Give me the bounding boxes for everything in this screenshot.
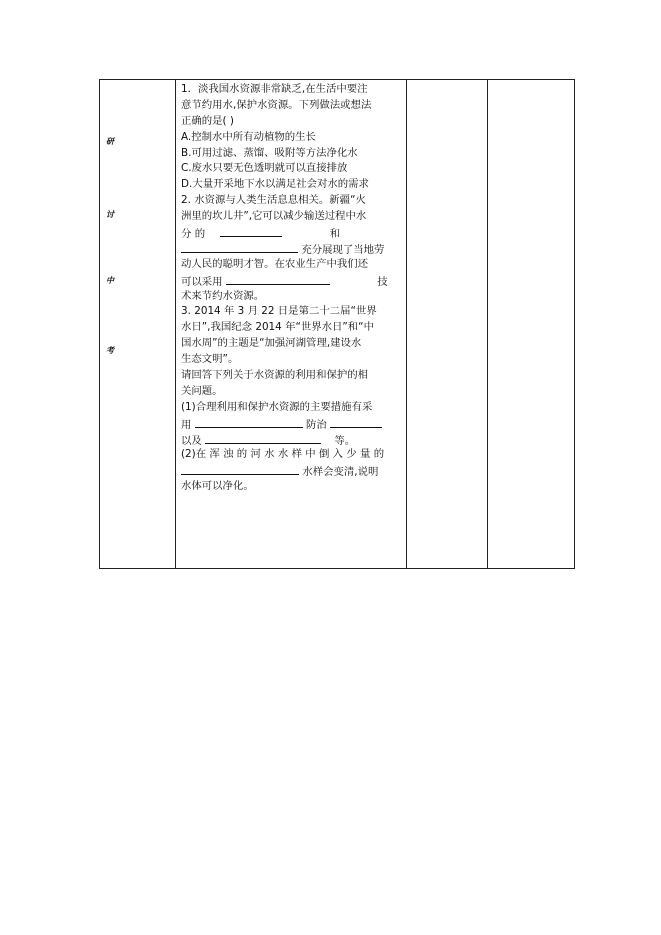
question-text: 意节约用水,保护水资源。下列做法或想法 [181, 98, 372, 111]
question-text [181, 416, 406, 432]
questions-cell [176, 80, 407, 569]
section-label-cell [100, 80, 176, 569]
question-text: 1．淡我国水资源非常缺乏,在生活中要注 [181, 83, 368, 95]
side-label-char: 讨 [106, 210, 114, 219]
question-text [181, 463, 406, 479]
answer-blank[interactable] [220, 225, 282, 237]
question-text [181, 241, 406, 257]
question-3 [181, 304, 406, 495]
option-c: C.废水只要无色透明就可以直接排放 [181, 162, 348, 175]
answer-blank[interactable] [205, 432, 321, 444]
answer-blank[interactable] [195, 416, 303, 428]
question-text: 动人民的聪明才智。在农业生产中我们还 [181, 257, 369, 270]
question-text: (1)合理利用和保护水资源的主要措施有采 [181, 400, 373, 413]
answer-blank[interactable] [226, 273, 330, 285]
notes-cell[interactable] [488, 80, 575, 569]
question-text: 正确的是( ) [181, 114, 234, 127]
table-row [100, 80, 575, 569]
question-text: 2. 水资源与人类生活息息相关。新疆“火 [181, 194, 366, 207]
question-text: 术来节约水资源。 [181, 289, 265, 302]
question-text-fragment: 以及 [181, 434, 202, 447]
question-text-fragment: 可以采用 [181, 275, 223, 288]
question-text-fragment: 技 [377, 275, 388, 288]
question-text-fragment: 等。 [334, 434, 356, 447]
option-b: B.可用过滤、蒸馏、吸附等方法净化水 [181, 146, 358, 159]
question-2 [181, 193, 406, 304]
notes-cell[interactable] [407, 80, 488, 569]
question-text: 水日”,我国纪念 2014 年“世界水日”和“中 [181, 321, 374, 334]
question-1 [181, 82, 406, 193]
question-text: 国水周”的主题是“加强河湖管理,建设水 [181, 337, 362, 350]
question-text-fragment: 和 [329, 228, 341, 241]
question-text: 3. 2014 年 3 月 22 日是第二十二届“世界 [181, 305, 377, 318]
side-label-char: 中 [106, 276, 114, 285]
question-text: 请回答下列关于水资源的利用和保护的相 [181, 369, 369, 382]
question-text: 水体可以净化。 [181, 480, 254, 493]
option-a: A.控制水中所有动植物的生长 [181, 130, 316, 143]
answer-blank[interactable] [181, 241, 298, 253]
question-text [181, 273, 406, 289]
option-d: D.大量开采地下水以满足社会对水的需求 [181, 178, 369, 191]
question-text-fragment: 防治 [306, 418, 327, 431]
side-label-char: 研 [106, 137, 114, 146]
question-text: 生态文明”。 [181, 353, 239, 366]
answer-blank[interactable] [181, 463, 299, 475]
answer-blank[interactable] [330, 416, 382, 428]
question-text [181, 225, 406, 241]
question-text-fragment: 分 的 [181, 228, 206, 241]
lesson-table [99, 79, 575, 569]
question-text: 洲里的坎儿井”,它可以减少输送过程中水 [181, 210, 367, 223]
question-text: 关问题。 [181, 384, 223, 397]
question-text-fragment: 用 [181, 418, 192, 431]
question-text: (2)在 浑 浊 的 河 水 水 样 中 倒 入 少 量 的 [181, 448, 385, 461]
question-text-fragment: 充分展现了当地劳 [301, 243, 385, 256]
question-text [181, 432, 406, 448]
question-text-fragment: 水样会变清,说明 [302, 466, 379, 479]
side-label-char: 考 [106, 346, 114, 355]
